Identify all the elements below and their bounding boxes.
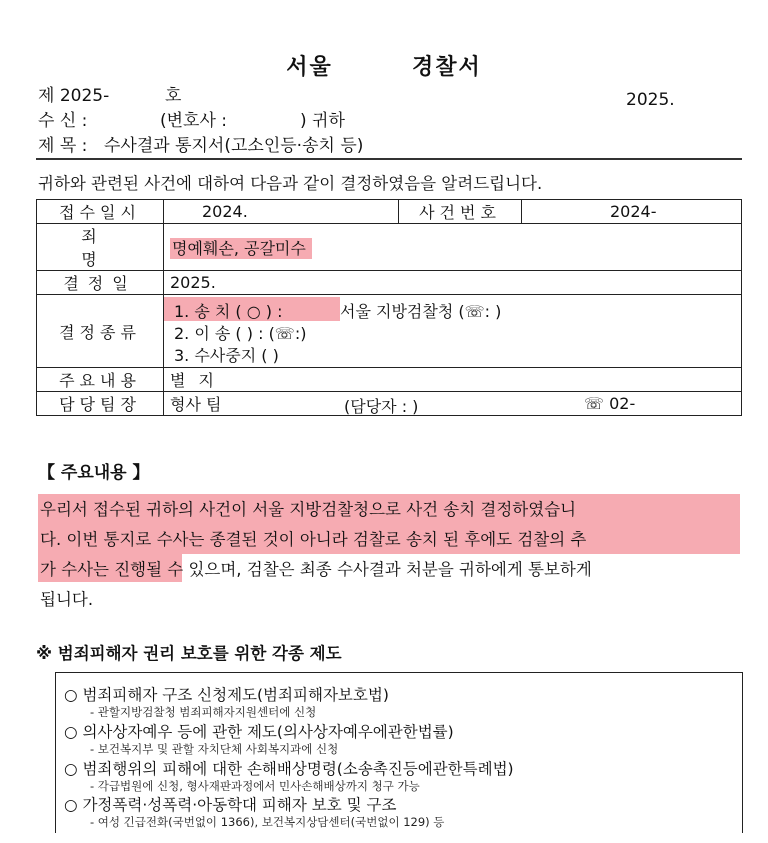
subject-value: 수사결과 통지서(고소인등·송치 등)	[104, 136, 364, 156]
paragraph-line: 우리서 접수된 귀하의 사건이 서울 지방검찰청으로 사건 송치 결정하였습니	[40, 500, 577, 519]
intro-text: 귀하와 관련된 사건에 대하여 다음과 같이 결정하였음을 알려드립니다.	[38, 174, 543, 193]
charge-cell	[164, 224, 742, 271]
charge-value: 명예훼손, 공갈미수	[170, 238, 312, 259]
phone: ☏ 02-	[584, 394, 636, 413]
office-name: 경찰서	[412, 55, 482, 80]
rights-item: ○ 의사상자예우 등에 관한 제도(의사상자예우에관한법률)	[64, 723, 454, 741]
rights-item-sub: - 보건복지부 및 관할 자치단체 사회복지과에 신청	[90, 742, 339, 756]
rights-item: ○ 범죄행위의 피해에 대한 손해배상명령(소송촉진등에관한특례법)	[64, 760, 514, 778]
decision-date-value: 2025.	[164, 271, 742, 295]
recipient-lawyer: (변호사 :	[160, 111, 228, 131]
paragraph-line: 됩니다.	[40, 590, 94, 609]
decision-option-destination: 서울 지방검찰청 (☏: )	[340, 302, 502, 321]
main-content-value: 별 지	[164, 368, 742, 392]
doc-number: 제 2025-	[38, 86, 110, 106]
paragraph-line: 가 수사는 진행될 수 있으며, 검찰은 최종 수사결과 처분을 귀하에게 통보하게	[40, 560, 592, 579]
decision-option-transfer: 2. 이 송 ( ) : (☏:)	[174, 324, 307, 343]
charge-label: 죄 명	[37, 224, 164, 271]
document-title	[0, 50, 768, 81]
doc-number-suffix: 호	[165, 86, 182, 106]
result-table	[36, 199, 742, 416]
case-no-value: 2024-	[522, 200, 742, 224]
rights-title: ※ 범죄피해자 권리 보호를 위한 각종 제도	[36, 644, 342, 663]
rights-item-sub: - 여성 긴급전화(국번없이 1366), 보건복지상담센터(국번없이 129) 등	[90, 815, 445, 829]
main-content-label: 주요내용	[37, 368, 164, 392]
case-no-label: 사건번호	[399, 200, 522, 224]
rights-item-sub: - 관할지방검찰청 범죄피해자지원센터에 신청	[90, 705, 317, 719]
decision-type-label: 결정종류	[37, 295, 164, 368]
rights-box	[55, 672, 743, 833]
recipient-close: ) 귀하	[300, 111, 345, 131]
decision-type-cell	[164, 295, 742, 368]
received-label: 접수일시	[37, 200, 164, 224]
decision-option-suspend: 3. 수사중지 ( )	[174, 346, 279, 365]
decision-date-label: 결정일	[37, 271, 164, 295]
team-cell	[164, 392, 742, 416]
rights-item: ○ 범죄피해자 구조 신청제도(범죄피해자보호법)	[64, 686, 389, 704]
team-label: 담당팀장	[37, 392, 164, 416]
received-value: 2024.	[164, 200, 399, 224]
office-city: 서울	[286, 55, 333, 80]
main-paragraph	[40, 495, 740, 615]
subject-label: 제 목 :	[38, 136, 88, 156]
team-value: 형사 팀	[170, 395, 222, 414]
doc-date: 2025.	[626, 90, 675, 110]
header-divider	[36, 158, 742, 160]
recipient-label: 수 신 :	[38, 111, 88, 131]
paragraph-line: 다. 이번 통지로 수사는 종결된 것이 아니라 검찰로 송치 된 후에도 검찰의 추	[40, 530, 587, 549]
rights-item: ○ 가정폭력·성폭력·아동학대 피해자 보호 및 구조	[64, 796, 397, 814]
officer: (담당자 : )	[344, 397, 419, 416]
rights-item-sub: - 각급법원에 신청, 형사재판과정에서 민사손해배상까지 청구 가능	[90, 779, 420, 793]
decision-option-transfer-prosecution: 1. 송 치 ( ○ ) :	[174, 302, 283, 321]
main-section-title: 【 주요내용 】	[38, 463, 150, 483]
